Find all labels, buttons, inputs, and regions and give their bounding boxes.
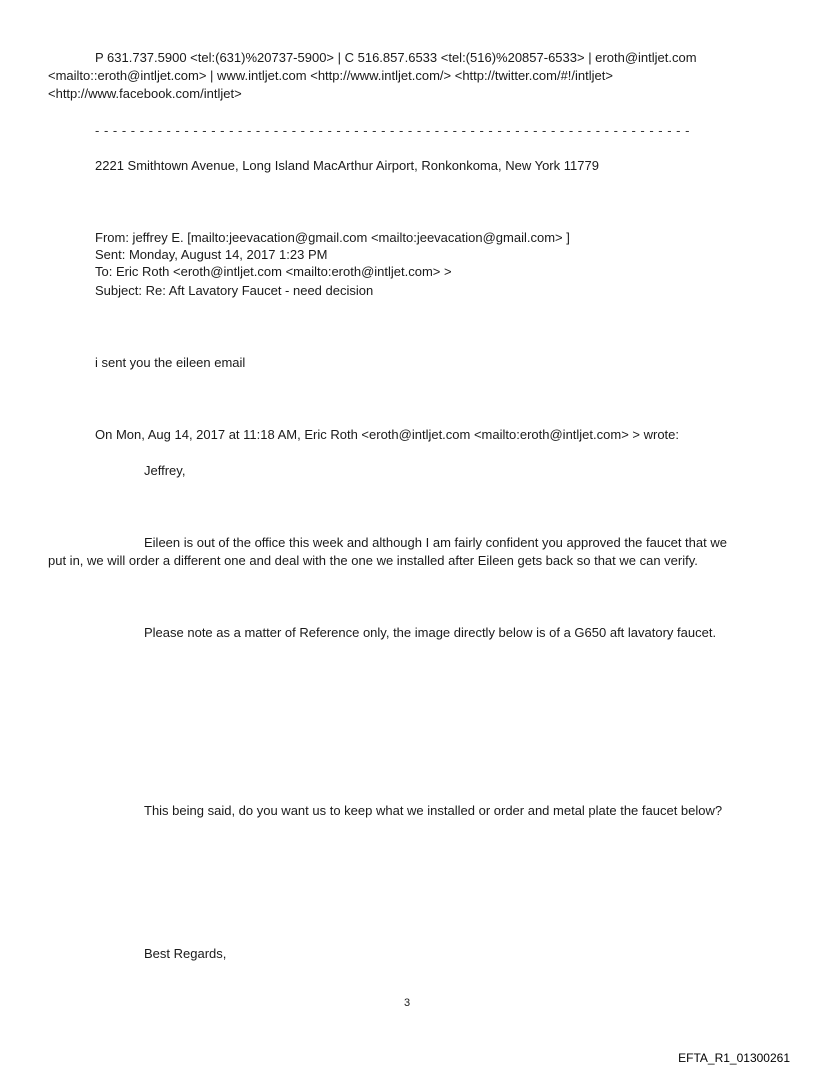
email-reply-body: i sent you the eileen email (95, 355, 246, 370)
signature-contact-line: P 631.737.5900 <tel:(631)%20737-5900> | C 516.857.6533 <tel:(516)%20857-6533> | eroth@intljet.com (95, 50, 697, 65)
signature-divider: - - - - - - - - - - - - - - - - - - - - - - - - - - - - - - - - - - - - - - - - - - - - - - - - - - - - - - - - - - - - - - - - - - - (95, 123, 690, 138)
quoted-greeting: Jeffrey, (144, 463, 186, 478)
signature-contact-line: <http://www.facebook.com/intljet> (48, 86, 242, 101)
quoted-paragraph: This being said, do you want us to keep what we installed or order and metal plate the faucet below? (144, 803, 723, 818)
email-from: From: jeffrey E. [mailto:jeevacation@gmail.com <mailto:jeevacation@gmail.com> ] (95, 230, 570, 245)
quoted-paragraph-continuation: put in, we will order a different one and deal with the one we installed after Eileen gets back so that we can verify. (48, 553, 698, 568)
email-subject: Subject: Re: Aft Lavatory Faucet - need decision (95, 283, 374, 298)
bates-number: EFTA_R1_01300261 (678, 1051, 790, 1065)
page-number: 3 (404, 997, 411, 1009)
email-sent: Sent: Monday, August 14, 2017 1:23 PM (95, 247, 328, 262)
quoted-paragraph: Please note as a matter of Reference only, the image directly below is of a G650 aft lavatory faucet. (144, 625, 717, 640)
quoted-closing: Best Regards, (144, 946, 227, 961)
email-to: To: Eric Roth <eroth@intljet.com <mailto:eroth@intljet.com> > (95, 264, 452, 279)
signature-address: 2221 Smithtown Avenue, Long Island MacArthur Airport, Ronkonkoma, New York 11779 (95, 158, 599, 173)
quoted-email-header: On Mon, Aug 14, 2017 at 11:18 AM, Eric Roth <eroth@intljet.com <mailto:eroth@intljet.com> > wrote: (95, 427, 680, 442)
signature-contact-line: <mailto::eroth@intljet.com> | www.intljet.com <http://www.intljet.com/> <http://twitter.com/#!/intljet> (48, 68, 613, 83)
quoted-paragraph: Eileen is out of the office this week and although I am fairly confident you approved the faucet that we (144, 535, 727, 550)
